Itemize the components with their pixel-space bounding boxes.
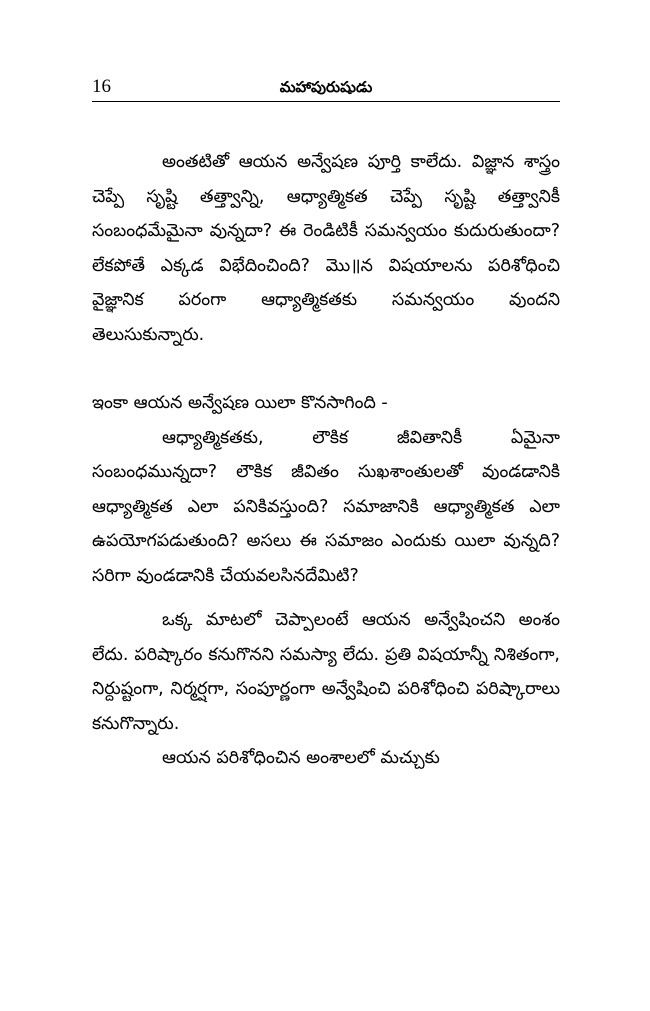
paragraph-4: ఒక్క మాటలో చెప్పాలంటే ఆయన అన్వేషించని అంశం లేదు. పరిష్కారం కనుగొనని సమస్యా లేదు. ప్రతి విషయాన్నీ నిశితంగా, నిర్దుష్టంగా, నిర్మర్షగా, సంపూర్ణంగా అన్వేషించి పరిశోధించి పరిష్కారాలు కనుగొన్నారు. bbox=[92, 610, 560, 734]
paragraph-5: ఆయన పరిశోధించిన అంశాలలో మచ్చుకు bbox=[162, 748, 440, 768]
running-title: మహాపురుషుడు bbox=[279, 78, 373, 96]
paragraph-2: ఇంకా ఆయన అన్వేషణ యిలా కొనసాగింది - bbox=[92, 393, 388, 413]
paragraph-1: అంతటితో ఆయన అన్వేషణ పూర్తి కాలేదు. విజ్ఞాన శాస్త్రం చెప్పే సృష్టి తత్త్వాన్ని, ఆధ్యాత్మికత చెప్పే సృష్టి తత్త్వానికీ సంబంధమేమైనా వున్నదా? ఈ రెండిటికీ సమన్వయం కుదురుతుందా? లేకపోతే ఎక్కడ విభేదించింది? మొ॥న విషయాలను పరిశోధించి వైజ్ఞానిక పరంగా ఆధ్యాత్మికతకు సమన్వయం వుందని తెలుసుకున్నారు. bbox=[92, 152, 560, 345]
header-rule bbox=[92, 101, 560, 102]
paragraph-3: ఆధ్యాత్మికతకు, లౌకిక జీవితానికీ ఏమైనా సంబంధమున్నదా? లౌకిక జీవితం సుఖశాంతులతో వుండడానికి ఆధ్యాత్మికత ఎలా పనికివస్తుంది? సమాజానికి ఆధ్యాత్మికత ఎలా ఉపయోగపడుతుంది? అసలు ఈ సమాజం ఎందుకు యిలా వున్నది? సరిగా వుండడానికి చేయవలసినదేమిటి? bbox=[92, 427, 560, 586]
body-text bbox=[92, 145, 560, 776]
page-header bbox=[92, 76, 560, 102]
page-number: 16 bbox=[92, 76, 111, 97]
